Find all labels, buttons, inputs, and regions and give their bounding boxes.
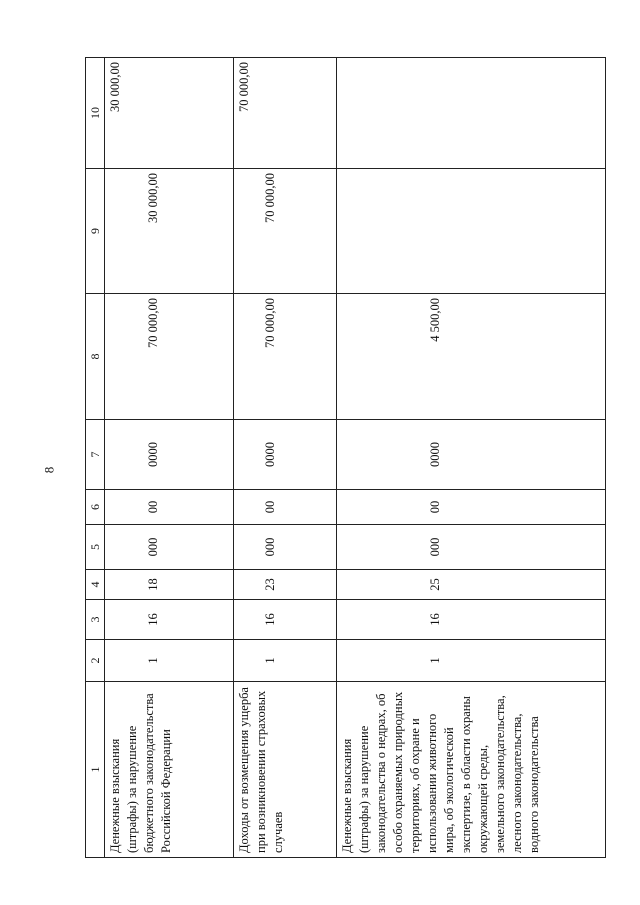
code-cell: 23 — [234, 570, 337, 600]
code-cell: 0000 — [337, 420, 606, 490]
page-number: 8 — [41, 466, 57, 474]
column-header: 6 — [86, 490, 105, 525]
amount-cell: 70 000,00 — [234, 294, 337, 420]
code-cell: 00 — [105, 490, 234, 525]
rotated-table-container — [85, 58, 581, 858]
code-cell: 1 — [337, 640, 606, 682]
code-cell: 1 — [105, 640, 234, 682]
code-cell: 16 — [234, 600, 337, 640]
code-cell: 25 — [337, 570, 606, 600]
column-header: 2 — [86, 640, 105, 682]
amount-cell: 4 500,00 — [337, 294, 606, 420]
code-cell: 16 — [337, 600, 606, 640]
amount-cell: 30 000,00 — [105, 169, 234, 294]
amount-cell — [337, 58, 606, 169]
table-row — [105, 58, 234, 858]
row-description: Доходы от возмещения ущерба при возникновении страховых случаев — [234, 682, 337, 858]
code-cell: 00 — [337, 490, 606, 525]
code-cell: 000 — [234, 525, 337, 570]
column-header: 5 — [86, 525, 105, 570]
amount-cell: 70 000,00 — [234, 169, 337, 294]
column-header: 8 — [86, 294, 105, 420]
code-cell: 000 — [105, 525, 234, 570]
amount-cell: 70 000,00 — [105, 294, 234, 420]
table-header-row — [86, 58, 105, 858]
budget-revenue-table — [85, 57, 606, 858]
amount-cell: 70 000,00 — [234, 58, 337, 169]
row-description: Денежные взыскания (штрафы) за нарушение законодательства о недрах, об особо охраняемых природных территориях, об охране и использовании животного мира, об экологической экспертизе, в области охраны окружающей среды, земельного законодательства, лесного законодательства, водного законодательства — [337, 682, 606, 858]
table-row — [234, 58, 337, 858]
column-header: 7 — [86, 420, 105, 490]
column-header: 3 — [86, 600, 105, 640]
row-description: Денежные взыскания (штрафы) за нарушение бюджетного законодательства Российской Федерации — [105, 682, 234, 858]
code-cell: 0000 — [105, 420, 234, 490]
code-cell: 1 — [234, 640, 337, 682]
amount-cell — [337, 169, 606, 294]
amount-cell: 30 000,00 — [105, 58, 234, 169]
code-cell: 18 — [105, 570, 234, 600]
code-cell: 00 — [234, 490, 337, 525]
column-header: 4 — [86, 570, 105, 600]
code-cell: 0000 — [234, 420, 337, 490]
code-cell: 000 — [337, 525, 606, 570]
code-cell: 16 — [105, 600, 234, 640]
column-header: 10 — [86, 58, 105, 169]
column-header: 9 — [86, 169, 105, 294]
table-row — [337, 58, 606, 858]
column-header: 1 — [86, 682, 105, 858]
